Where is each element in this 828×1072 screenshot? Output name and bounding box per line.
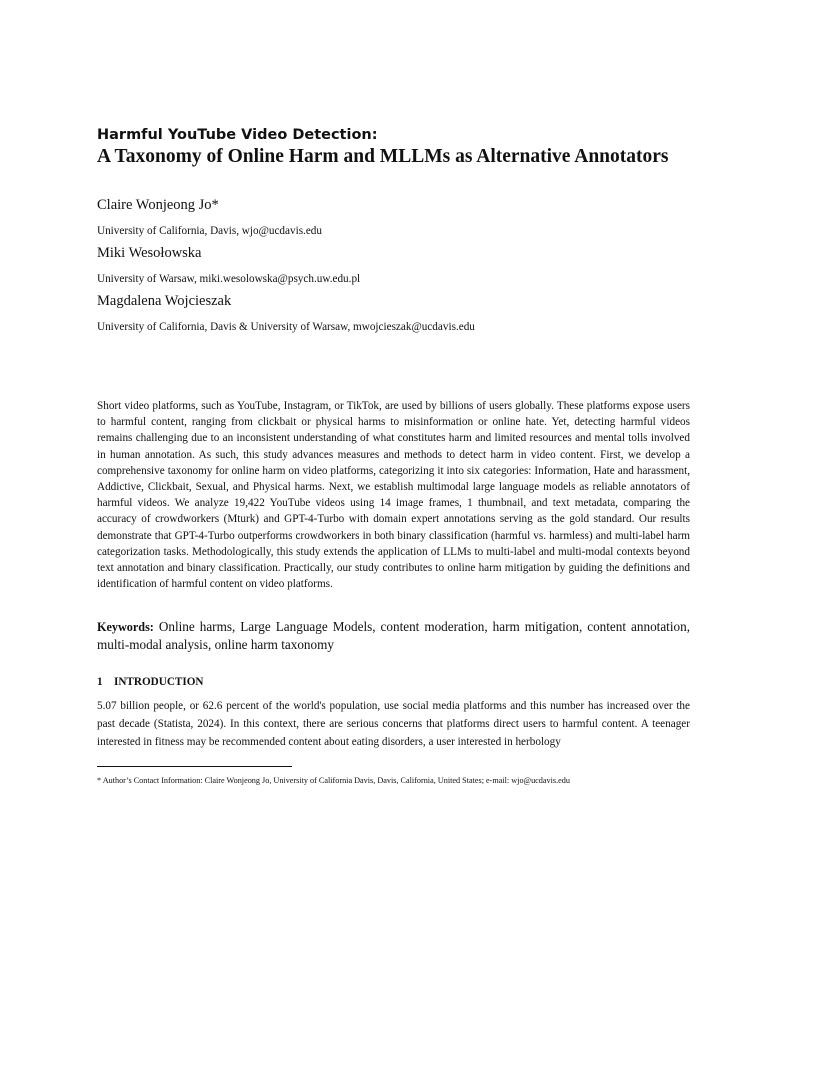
footnote: * Author’s Contact Information: Claire Wonjeong Jo, University of California Davis, Davis, California, United States; e-mail: wjo@ucdavis.edu: [97, 776, 570, 785]
author-affiliation-1: University of California, Davis, wjo@ucdavis.edu: [97, 225, 322, 237]
author-name-2: Miki Wesołowska: [97, 245, 202, 261]
footnote-divider: [97, 766, 292, 767]
keywords-label: Keywords:: [97, 620, 154, 634]
author-name-1: Claire Wonjeong Jo*: [97, 197, 219, 213]
author-affiliation-2: University of Warsaw, miki.wesolowska@psych.uw.edu.pl: [97, 273, 361, 285]
abstract: Short video platforms, such as YouTube, Instagram, or TikTok, are used by billions of users globally. These platforms expose users to harmful content, ranging from clickbait or physical harms to misinformation or online hate. Yet, detecting harmful videos remains challenging due to an inconsistent understanding of what constitutes harm and limited resources and mental tolls involved in human annotation. As such, this study advances measures and methods to detect harm in video content. First, we develop a comprehensive taxonomy for online harm on video platforms, categorizing it into six categories: Information, Hate and harassment, Addictive, Clickbait, Sexual, and Physical harms. Next, we establish multimodal large language models as reliable annotators of harmful videos. We analyze 19,422 YouTube videos using 14 image frames, 1 thumbnail, and text metadata, comparing the accuracy of crowdworkers (Mturk) and GPT-4-Turbo with domain expert annotations serving as the gold standard. Our results demonstrate that GPT-4-Turbo outperforms crowdworkers in both binary classification (harmful vs. harmless) and multi-label harm categorization tasks. Methodologically, this study extends the application of LLMs to multi-label and multi-modal contexts beyond text annotation and binary classification. Practically, our study contributes to online harm mitigation by guiding the definitions and identification of harmful content on video platforms.: [97, 400, 690, 591]
section-number: 1: [97, 676, 103, 688]
keywords-text: Online harms, Large Language Models, content moderation, harm mitigation, content annotation, multi-modal analysis, online harm taxonomy: [97, 619, 690, 653]
author-affiliation-3: University of California, Davis & University of Warsaw, mwojcieszak@ucdavis.edu: [97, 321, 475, 333]
section-heading: [97, 675, 204, 689]
keywords: [97, 618, 690, 655]
introduction-text: 5.07 billion people, or 62.6 percent of the world's population, use social media platforms and this number has increased over the past decade (Statista, 2024). In this context, there are serious concerns that platforms direct users to harmful content. A teenager interested in fitness may be recommended content about eating disorders, a user interested in herbology: [97, 700, 690, 749]
title-line-2: A Taxonomy of Online Harm and MLLMs as Alternative Annotators: [97, 146, 669, 167]
title-line-1: Harmful YouTube Video Detection:: [97, 127, 378, 143]
section-title: INTRODUCTION: [114, 676, 204, 688]
author-name-3: Magdalena Wojcieszak: [97, 293, 232, 309]
